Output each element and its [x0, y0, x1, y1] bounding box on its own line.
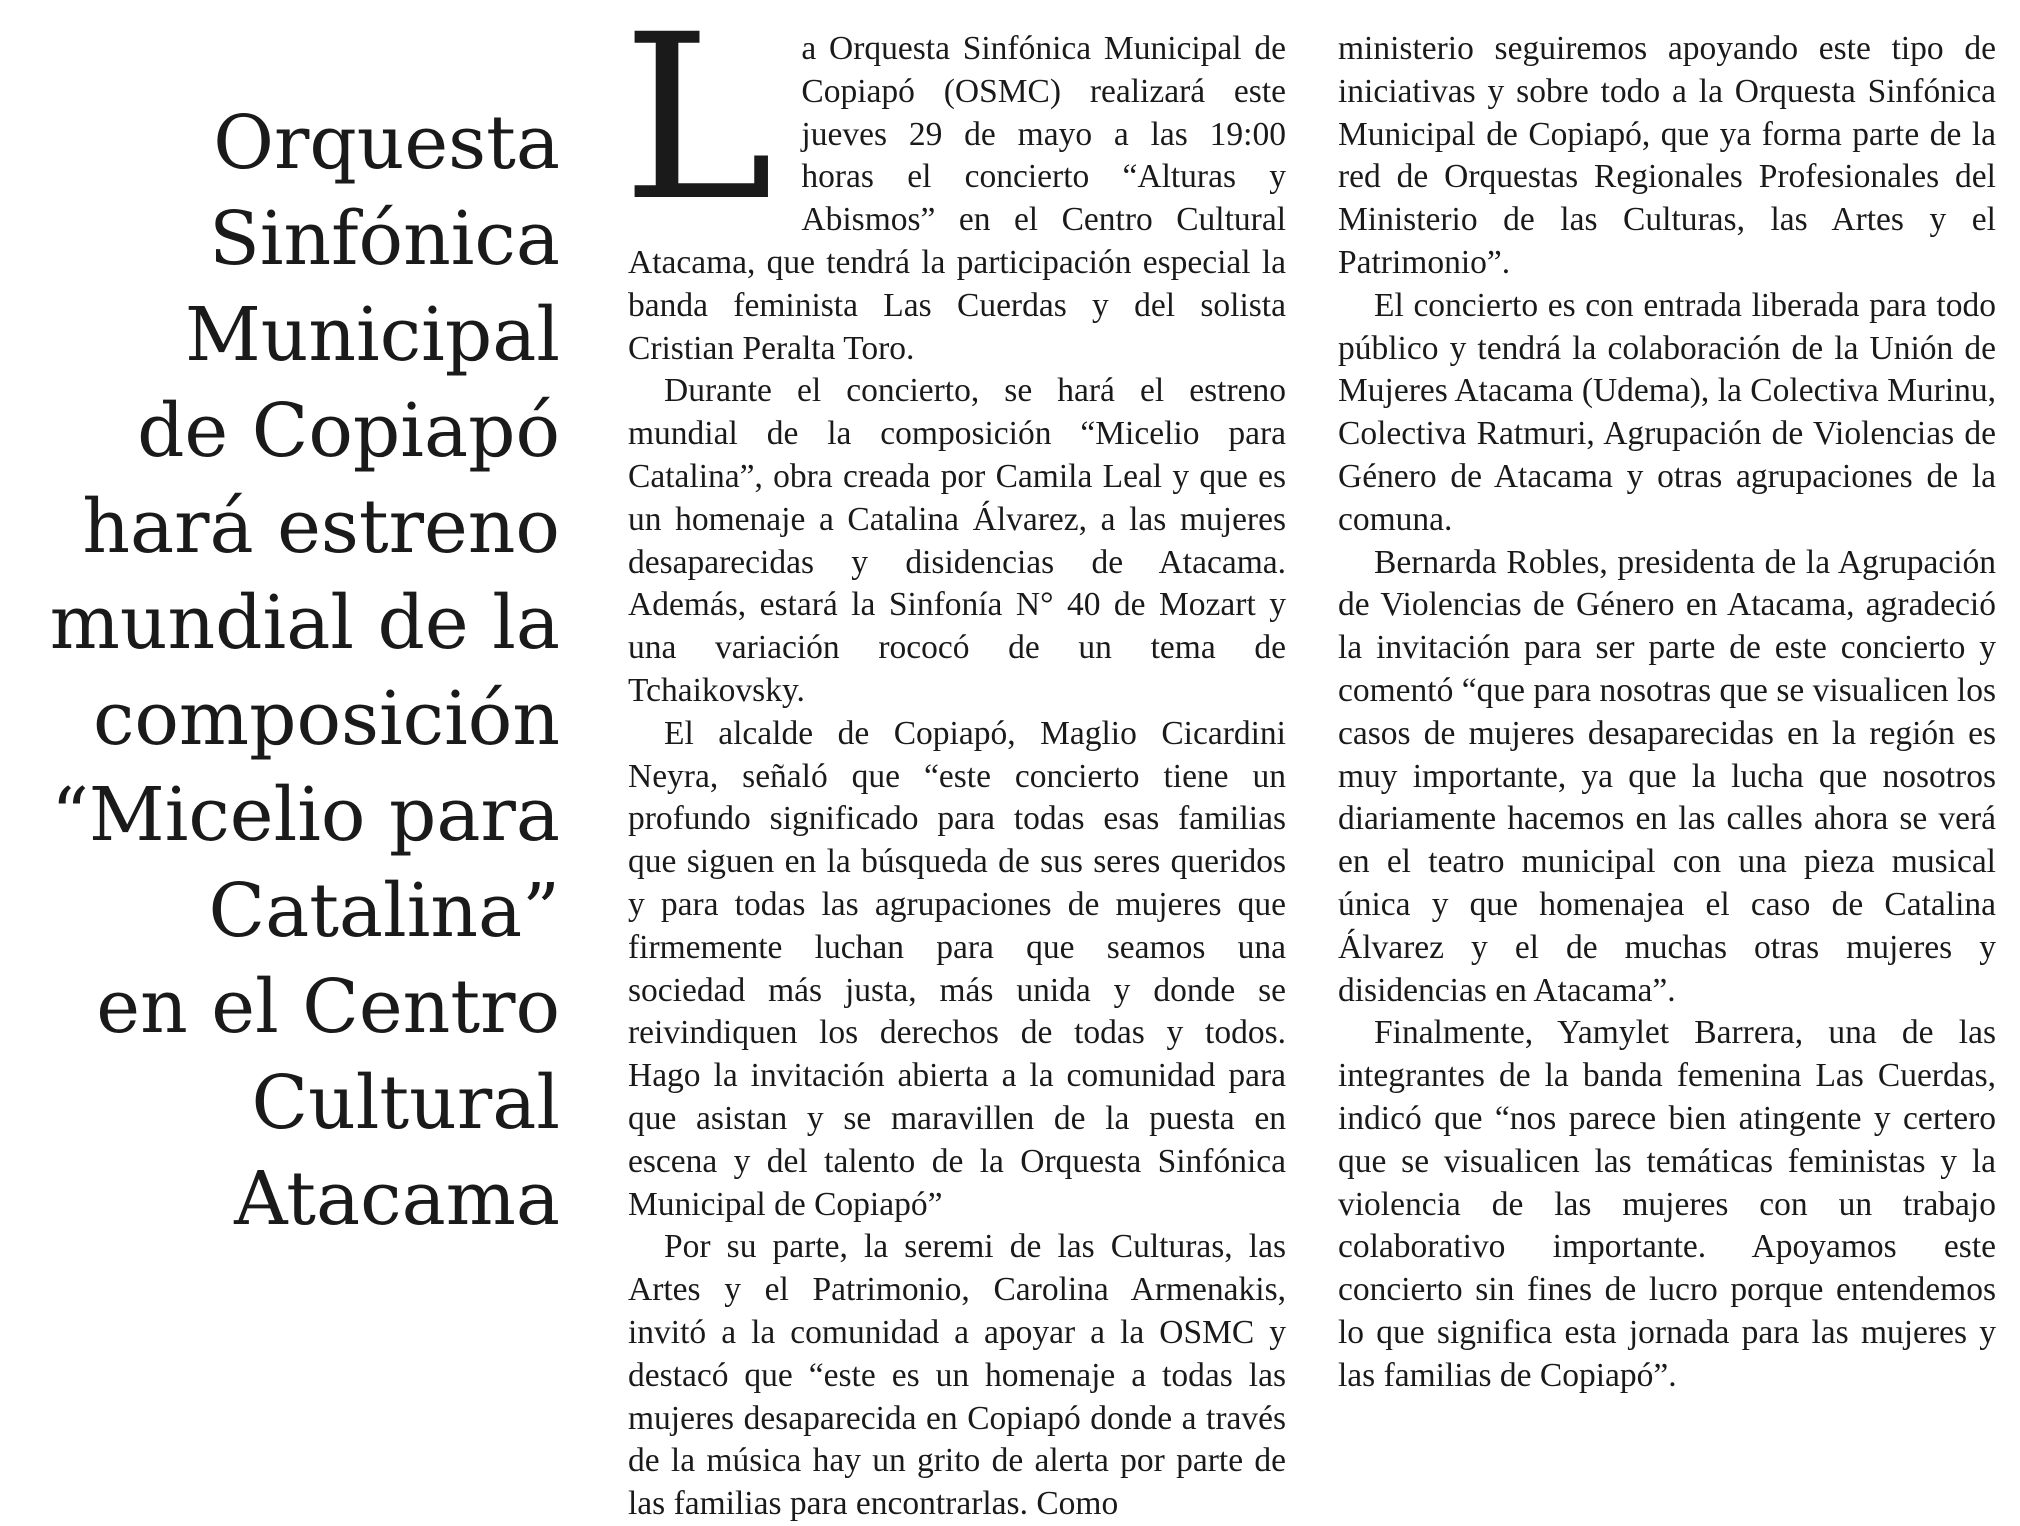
- article-column-1: [622, 0, 1286, 1526]
- lead-paragraph-text: a Orquesta Sinfónica Municipal de Copiapó (OSMC) realizará este jueves 29 de mayo a las 19:00 horas el concierto “Alturas y Abismos” en el Centro Cultural Atacama, que tendrá la participación especial la banda feminista Las Cuerdas y del solista Cristian Peralta Toro.: [628, 30, 1286, 367]
- headline: [20, 95, 560, 1247]
- body-paragraph: Bernarda Robles, presidenta de la Agrupación de Violencias de Género en Atacama, agradeció la invitación para ser parte de este concierto y comentó “que para nosotras que se visualicen los casos de mujeres desaparecidas en la región es muy importante, ya que la lucha que nosotros diariamente hacemos en las calles ahora se verá en el teatro municipal con una pieza musical única y que homenajea el caso de Catalina Álvarez y el de muchas otras mujeres y disidencias en Atacama”.: [1338, 543, 1996, 1009]
- headline-line: hará estreno: [82, 484, 560, 570]
- headline-line: Cultural: [251, 1060, 560, 1146]
- drop-cap: L: [622, 0, 774, 251]
- headline-line: mundial de la: [49, 580, 560, 666]
- headline-line: “Micelio para: [51, 772, 560, 858]
- headline-line: Atacama: [234, 1156, 560, 1242]
- body-paragraph: El alcalde de Copiapó, Maglio Cicardini Neyra, señaló que “este concierto tiene un profundo significado para todas esas familias que siguen en la búsqueda de sus seres queridos y para todas las agrupaciones de mujeres que firmemente luchan para que seamos una sociedad más justa, más unida y donde se reivindiquen los derechos de todas y todos. Hago la invitación abierta a la comunidad para que asistan y se maravillen de la puesta en escena y del talento de la Orquesta Sinfónica Municipal de Copiapó”: [628, 714, 1286, 1223]
- body-paragraph-continued: ministerio seguiremos apoyando este tipo de iniciativas y sobre todo a la Orquesta Sinfónica Municipal de Copiapó, que ya forma parte de la red de Orquestas Regionales Profesionales del Ministerio de las Culturas, las Artes y el Patrimonio”.: [1338, 30, 1996, 281]
- body-paragraph: Finalmente, Yamylet Barrera, una de las integrantes de la banda femenina Las Cuerdas, indicó que “nos parece bien atingente y certero que se visualicen las temáticas feministas y la violencia de las mujeres con un trabajo colaborativo importante. Apoyamos este concierto sin fines de lucro porque entendemos lo que significa esta jornada para las mujeres y las familias de Copiapó”.: [1338, 1014, 1996, 1394]
- headline-line: Orquesta: [213, 100, 560, 186]
- body-paragraph: Por su parte, la seremi de las Culturas, las Artes y el Patrimonio, Carolina Armenakis, invitó a la comunidad a apoyar a la OSMC y destacó que “este es un homenaje a todas las mujeres desaparecida en Copiapó donde a través de la música hay un grito de alerta por parte de las familias para encontrarlas. Como: [628, 1228, 1286, 1523]
- body-paragraph: Durante el concierto, se hará el estreno mundial de la composición “Micelio para Catalina”, obra creada por Camila Leal y que es un homenaje a Catalina Álvarez, a las mujeres desaparecidas y disidencias de Atacama. Además, estará la Sinfonía N° 40 de Mozart y una variación rococó de un tema de Tchaikovsky.: [628, 372, 1286, 709]
- body-paragraph: El concierto es con entrada liberada para todo público y tendrá la colaboración de la Unión de Mujeres Atacama (Udema), la Colectiva Murinu, Colectiva Ratmuri, Agrupación de Violencias de Género de Atacama y otras agrupaciones de la comuna.: [1338, 286, 1996, 538]
- headline-line: Municipal: [184, 292, 560, 378]
- headline-line: de Copiapó: [137, 388, 560, 474]
- lead-paragraph: [622, 0, 1286, 370]
- headline-line: composición: [92, 676, 560, 762]
- headline-line: en el Centro: [96, 964, 560, 1050]
- article-column-2: [1338, 28, 1996, 1398]
- headline-line: Sinfónica: [209, 196, 560, 282]
- headline-line: Catalina”: [208, 868, 560, 954]
